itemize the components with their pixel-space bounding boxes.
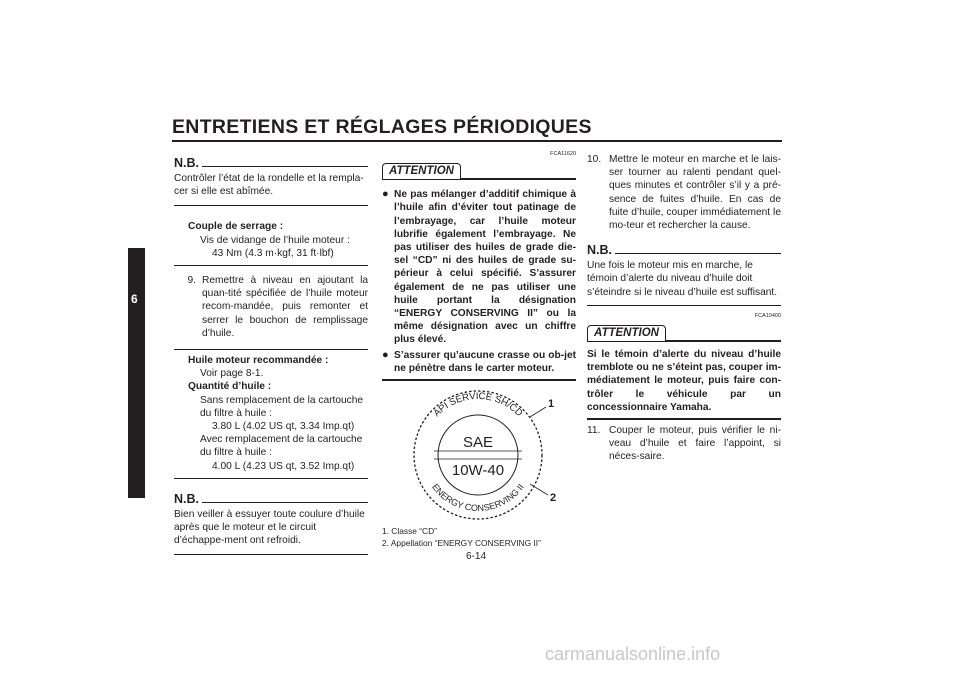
oil-with-filter: Avec remplacement de la cartouche: [200, 434, 363, 446]
bullet-dot: ●: [382, 188, 389, 201]
left-column: [174, 156, 368, 555]
chapter-number: 6: [131, 292, 138, 306]
callout-line-1: [530, 407, 546, 417]
callout-2: 2: [550, 492, 557, 505]
watermark: carmanualsonline.info: [545, 644, 721, 664]
right-column: [587, 153, 781, 464]
step-9: [174, 274, 368, 340]
oil-quantity-heading: Quantité d’huile :: [188, 381, 272, 393]
step-text: Mettre le moteur en marche et le lais-ser tourner au ralenti pendant quel-ques minutes et contrôler s’il y a pré-sence de fuites d’huile. En cas de fuite d’huile, couper immédiatement le mo-teur et rechercher la cause.: [609, 154, 781, 232]
attention-code-2: FCA10400: [754, 312, 781, 319]
attention-label-2: ATTENTION: [587, 325, 666, 342]
middle-column: [382, 148, 576, 549]
oil-without-filter-value: 3.80 L (4.02 US qt, 3.34 Imp.qt): [212, 421, 355, 433]
callout-1: 1: [548, 398, 555, 411]
attention-code: FCA11620: [550, 151, 576, 157]
torque-heading: Couple de serrage :: [188, 221, 284, 233]
bullet-text: Ne pas mélanger d’additif chimique à l’huile afin d’éviter tout patinage de l’embrayage, car l’huile moteur lubrifie également l’embrayage. Ne pas utiliser des huiles de grade die-sel “CD” ni des huiles de grade su-périeur à celui spécifié. S’assurer également de ne pas utiliser une huile portant la désignation “ENERGY CONSERVING II” ou la même désignation avec un chiffre plus élevé.: [394, 189, 576, 346]
oil-without-filter-2: du filtre à huile :: [200, 407, 272, 419]
api-service-arc: API SERVICE SH/CD: [431, 390, 525, 419]
oil-heading: Huile moteur recommandée :: [188, 355, 329, 367]
torque-line: Vis de vidange de l’huile moteur :: [200, 234, 350, 246]
note-text: Contrôler l’état de la rondelle et la rempla-cer si elle est abîmée.: [174, 173, 364, 198]
oil-page-ref: Voir page 8-1.: [200, 368, 264, 380]
attention-label: ATTENTION: [382, 163, 461, 180]
callout-line-2: [530, 484, 548, 495]
attention-bullet: [382, 349, 576, 375]
viscosity-grade: 10W-40: [451, 462, 505, 480]
title-rule: [172, 140, 782, 142]
note-heading-3: [587, 243, 781, 257]
note-label: N.B.: [174, 491, 199, 506]
torque-spec-box: [174, 216, 368, 266]
attention-heading-2: [587, 325, 781, 342]
attention-text: Si le témoin d’alerte du niveau d’huile tremblote ou ne s’éteint pas, couper im-médiatement le moteur, puis faire con-trôler le véhicule par un concessionnaire Yamaha.: [587, 349, 781, 413]
step-text: Couper le moteur, puis vérifier le ni-veau d’huile et faire l’appoint, si néces-saire.: [609, 425, 781, 463]
page-number: 6-14: [466, 551, 487, 562]
step-number: 10.: [587, 154, 602, 165]
note-heading: [174, 156, 368, 170]
torque-value: 43 Nm (4.3 m·kgf, 31 ft·lbf): [212, 247, 334, 259]
energy-conserving-arc: ENERGY CONSERVING II: [430, 481, 526, 514]
figure-caption-1: 1. Classe “CD”: [382, 526, 437, 537]
inner-ring: [438, 415, 518, 495]
note-heading-2: [174, 492, 368, 506]
attention-heading: [382, 163, 576, 180]
figure-caption-2: 2. Appellation “ENERGY CONSERVING II”: [382, 538, 541, 549]
oil-without-filter: Sans remplacement de la cartouche: [200, 394, 364, 406]
step-10: [587, 153, 781, 232]
note-label: N.B.: [587, 243, 612, 258]
oil-with-filter-value: 4.00 L (4.23 US qt, 3.52 Imp.qt): [212, 460, 355, 472]
step-11: [587, 424, 781, 464]
step-number: 9.: [187, 275, 196, 287]
note-text-3: Une fois le moteur mis en marche, le témoin d’alerte du niveau d’huile doit s’éteindre si le niveau d’huile est suffisant.: [587, 260, 778, 298]
oil-spec-box: [174, 349, 368, 479]
note-label: N.B.: [174, 156, 199, 170]
sae-label: SAE: [462, 434, 494, 452]
attention-bullet: [382, 188, 576, 346]
oil-label-figure: [382, 389, 576, 521]
bullet-dot: ●: [382, 348, 389, 361]
oil-with-filter-2: du filtre à huile :: [200, 447, 272, 459]
step-number: 11.: [587, 425, 601, 437]
step-text: Remettre à niveau en ajoutant la quan-tité spécifiée de l’huile moteur recom-mandée, puis remonter et serrer le bouchon de remplissage d’huile.: [202, 275, 368, 339]
chapter-tab: [128, 248, 145, 498]
bullet-text: S’assurer qu’aucune crasse ou ob-jet ne pénètre dans le carter moteur.: [394, 349, 576, 374]
note-text-2: Bien veiller à essuyer toute coulure d’huile après que le moteur et le circuit d’échappe-ment ont refroidi.: [174, 508, 365, 547]
page-title: ENTRETIENS ET RÉGLAGES PÉRIODIQUES: [172, 116, 592, 138]
